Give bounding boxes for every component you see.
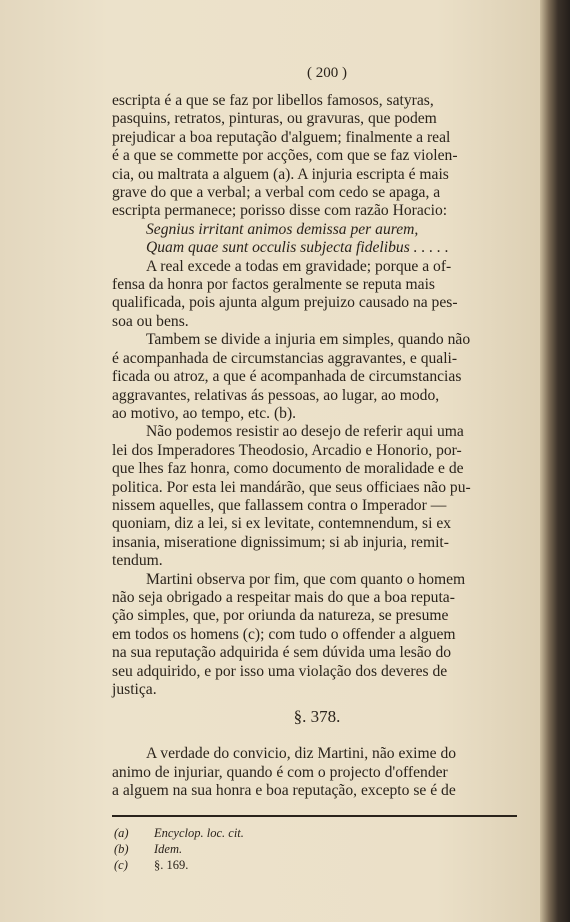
section-heading: §. 378. xyxy=(293,707,341,727)
footnote xyxy=(114,841,522,857)
page-number: ( 200 ) xyxy=(307,65,347,81)
footnote-text: §. 169. xyxy=(154,857,189,872)
text-line: cia, ou maltrata a alguem (a). A injuria escripta é mais xyxy=(112,165,449,183)
footnote-mark: (a) xyxy=(114,825,129,840)
paragraph: A verdade do convicio, diz Martini, não exime do animo de injuriar, quando é com o projecto d'offender a alguem na sua honra e boa reputação, excepto se é de xyxy=(112,745,457,800)
text-block xyxy=(112,62,522,873)
text-line: escripta é a que se faz por libellos famosos, satyras, xyxy=(112,92,434,109)
paragraph: Não podemos resistir ao desejo de referir aqui uma lei dos Imperadores Theodosio, Arcadio e Honorio, por- que lhes faz honra, como documento de moralidade e de politica. Por esta lei mandárão, que seus officiaes não pu- nissem aquelles, que fallassem contra o Imperador — quoniam, diz a lei, si ex levitate, contemnendum, si ex insania, miseratione dignissimum; si ab injuria, remit- tendum. xyxy=(112,423,471,570)
footnotes xyxy=(112,825,522,873)
paragraph: A real excede a todas em gravidade; porque a of- fensa da honra por factos geralmente se reputa mais qualificada, pois ajunta algum prejuizo causado na pes- soa ou bens. xyxy=(112,257,458,330)
book-spine-edge xyxy=(540,0,570,922)
latin-quote-line: Segnius irritant animos demissa per aurem, xyxy=(146,220,419,238)
footnote-text: Encyclop. loc. cit. xyxy=(154,825,244,840)
body-text-continued xyxy=(112,745,522,800)
text-line: escripta permanece; porisso disse com razão Horacio: xyxy=(112,202,448,220)
text-line: grave do que a verbal; a verbal com cedo se apaga, a xyxy=(112,184,441,202)
footnote-text: Idem. xyxy=(154,841,183,856)
footnote-rule xyxy=(112,815,517,817)
text-line: pasquins, retratos, pinturas, ou gravuras, que podem xyxy=(112,110,437,128)
paragraph: Martini observa por fim, que com quanto o homem não seja obrigado a respeitar mais do que a boa reputa- ção simples, que, por oriunda da natureza, se presume em todos os homens (c); com tudo o offender a alguem na sua reputação adquirida é sem dúvida uma lesão do seu adquirido, e por isso uma violação dos deveres de justiça. xyxy=(112,570,466,698)
footnote-mark: (b) xyxy=(114,841,129,856)
paragraph: Tambem se divide a injuria em simples, quando não é acompanhada de circumstancias aggravantes, e quali- ficada ou atroz, a que é acompanhada de circumstancias aggravantes, relativas ás pessoas, ao lugar, ao modo, ao motivo, ao tempo, etc. (b). xyxy=(112,331,471,422)
body-text xyxy=(112,92,522,699)
footnote xyxy=(114,825,522,841)
text-line: prejudicar a boa reputação d'alguem; finalmente a real xyxy=(112,128,451,146)
text-line: é a que se commette por acções, com que se faz violen- xyxy=(112,147,458,165)
footnote xyxy=(114,857,522,873)
latin-quote-line: Quam quae sunt occulis subjecta fidelibus . . . . . xyxy=(146,239,449,257)
footnote-mark: (c) xyxy=(114,857,128,872)
